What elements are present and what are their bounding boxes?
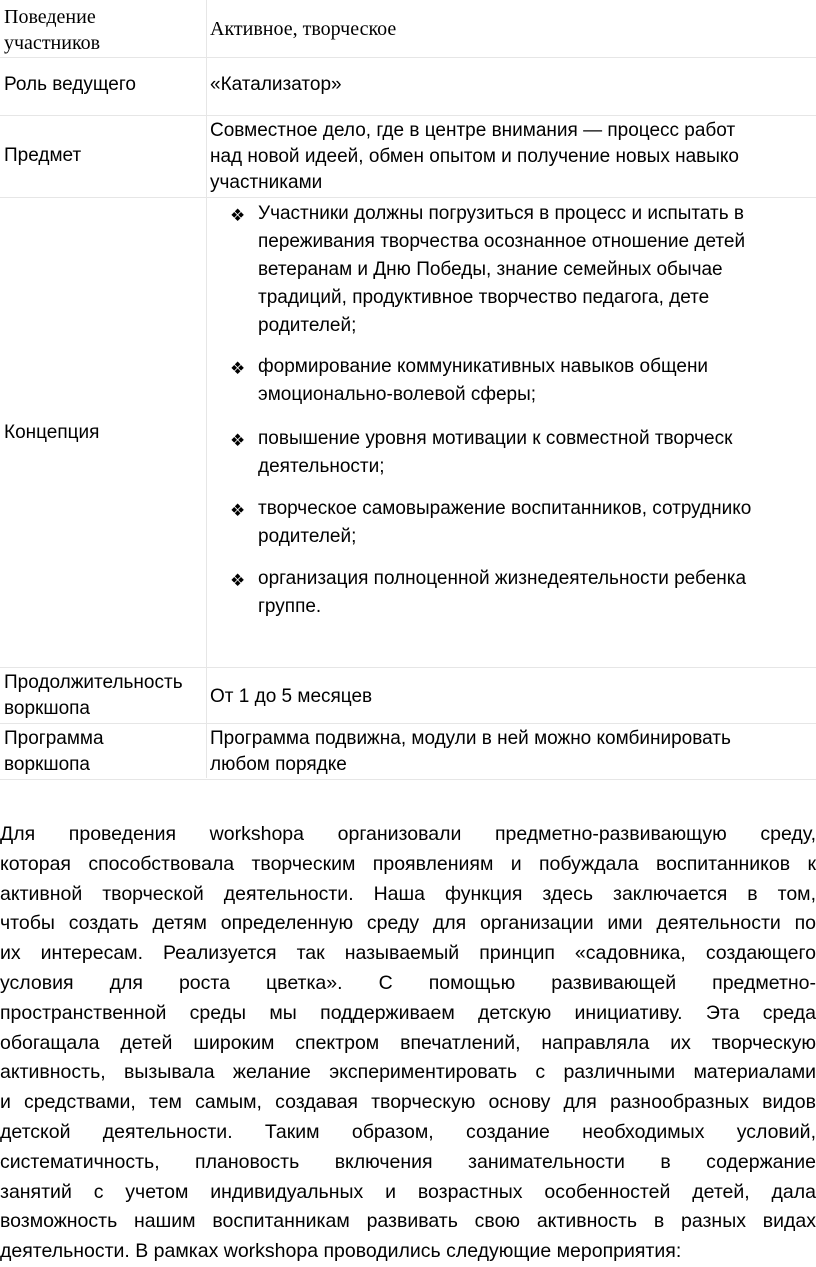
list-item-line: ветеранам и Дню Победы, знание семейных обычае xyxy=(258,259,723,280)
paragraph-line: чтобы создать детям определенную среду для организации ими деятельности по xyxy=(0,912,816,935)
paragraph-line: которая способствовала творческим проявлениям и побуждала воспитанников к xyxy=(0,852,816,875)
row-value xyxy=(210,16,816,42)
paragraph-line: активной творческой деятельности. Наша функция здесь заключается в том, xyxy=(0,882,816,905)
paragraph-line: и средствами, тем самым, создавая творческую основу для разнообразных видов xyxy=(0,1091,816,1114)
list-item-line: творческое самовыражение воспитанников, сотруднико xyxy=(258,498,752,519)
label-line: воркшопа xyxy=(4,698,90,719)
diamond-bullet-icon: ❖ xyxy=(230,431,246,450)
list-item xyxy=(258,353,816,409)
label-line: Концепция xyxy=(4,422,100,443)
list-item-line: деятельности; xyxy=(258,456,385,477)
row-label xyxy=(4,72,204,98)
label-line: воркшопа xyxy=(4,754,90,775)
table-row xyxy=(0,198,816,668)
row-value xyxy=(210,684,816,710)
label-line: Продолжительность xyxy=(4,672,183,693)
diamond-bullet-icon: ❖ xyxy=(230,206,246,225)
label-line: Предмет xyxy=(4,145,82,166)
label-line: Поведение xyxy=(4,6,96,28)
row-label xyxy=(4,143,204,169)
table-row xyxy=(0,668,816,724)
paragraph-line: Для проведения workshopa организовали предметно-развивающую среду, xyxy=(0,823,816,845)
value-line: участниками xyxy=(210,172,323,193)
paragraph-line: занятий с учетом индивидуальных и возрастных особенностей детей, дала xyxy=(0,1180,816,1203)
value-line: над новой идеей, обмен опытом и получение новых навыко xyxy=(210,146,739,167)
value-line: Активное, творческое xyxy=(210,18,397,40)
paragraph-line: возможность нашим воспитанникам развивать свою активность в разных видах xyxy=(0,1210,816,1233)
table-row xyxy=(0,0,816,58)
diamond-bullet-icon: ❖ xyxy=(230,571,246,590)
row-value xyxy=(210,72,816,98)
row-value xyxy=(210,118,816,196)
paragraph-line: пространственной среды мы поддерживаем детскую инициативу. Эта среда xyxy=(0,1001,816,1024)
list-item xyxy=(258,565,816,621)
list-item xyxy=(258,425,816,481)
list-item-line: традиций, продуктивное творчество педагога, дете xyxy=(258,287,710,308)
diamond-bullet-icon: ❖ xyxy=(230,359,246,378)
value-line: любом порядке xyxy=(210,754,347,775)
paragraph-line: условия для роста цветка». С помощью развивающей предметно- xyxy=(0,971,816,994)
list-item-line: повышение уровня мотивации к совместной творческ xyxy=(258,428,733,449)
list-item-line: группе. xyxy=(258,596,322,617)
row-label xyxy=(4,4,204,56)
row-label xyxy=(4,670,204,722)
row-value xyxy=(210,726,816,778)
list-item-line: родителей; xyxy=(258,315,357,336)
list-item-line: родителей; xyxy=(258,526,357,547)
label-line: Роль ведущего xyxy=(4,74,136,95)
value-line: Программа подвижна, модули в ней можно комбинировать xyxy=(210,728,731,749)
list-item-line: Участники должны погрузиться в процесс и испытать в xyxy=(258,203,745,224)
value-line: Совместное дело, где в центре внимания — процесс работ xyxy=(210,120,736,141)
list-item-line: формирование коммуникативных навыков общени xyxy=(258,356,709,377)
value-line: «Катализатор» xyxy=(210,74,342,95)
row-label xyxy=(4,726,204,778)
paragraph-line: их интересам. Реализуется так называемый принцип «садовника, создающего xyxy=(0,942,816,965)
table-row xyxy=(0,724,816,780)
list-item xyxy=(258,495,816,551)
list-item-line: организация полноценной жизнедеятельности ребенка xyxy=(258,568,747,589)
paragraph-line: обогащала детей широким спектром впечатлений, направляла их творческую xyxy=(0,1031,816,1054)
paragraph-line: активность, вызывала желание экспериментировать с различными материалами xyxy=(0,1061,816,1084)
diamond-bullet-icon: ❖ xyxy=(230,501,246,520)
list-item xyxy=(258,200,816,340)
paragraph-line: систематичность, плановость включения занимательности в содержание xyxy=(0,1150,816,1173)
list-item-line: переживания творчества осознанное отношение детей xyxy=(258,231,746,252)
paragraph-line: детской деятельности. Таким образом, создание необходимых условий, xyxy=(0,1120,816,1143)
body-paragraph xyxy=(0,820,816,1267)
table-row xyxy=(0,116,816,198)
label-line: Программа xyxy=(4,728,104,749)
list-item-line: эмоционально-волевой сферы; xyxy=(258,384,537,405)
paragraph-line: деятельности. В рамках workshopa проводились следующие мероприятия: xyxy=(0,1240,682,1263)
row-label xyxy=(4,420,204,446)
value-line: От 1 до 5 месяцев xyxy=(210,686,373,707)
label-line: участников xyxy=(4,32,101,54)
table-row xyxy=(0,58,816,116)
